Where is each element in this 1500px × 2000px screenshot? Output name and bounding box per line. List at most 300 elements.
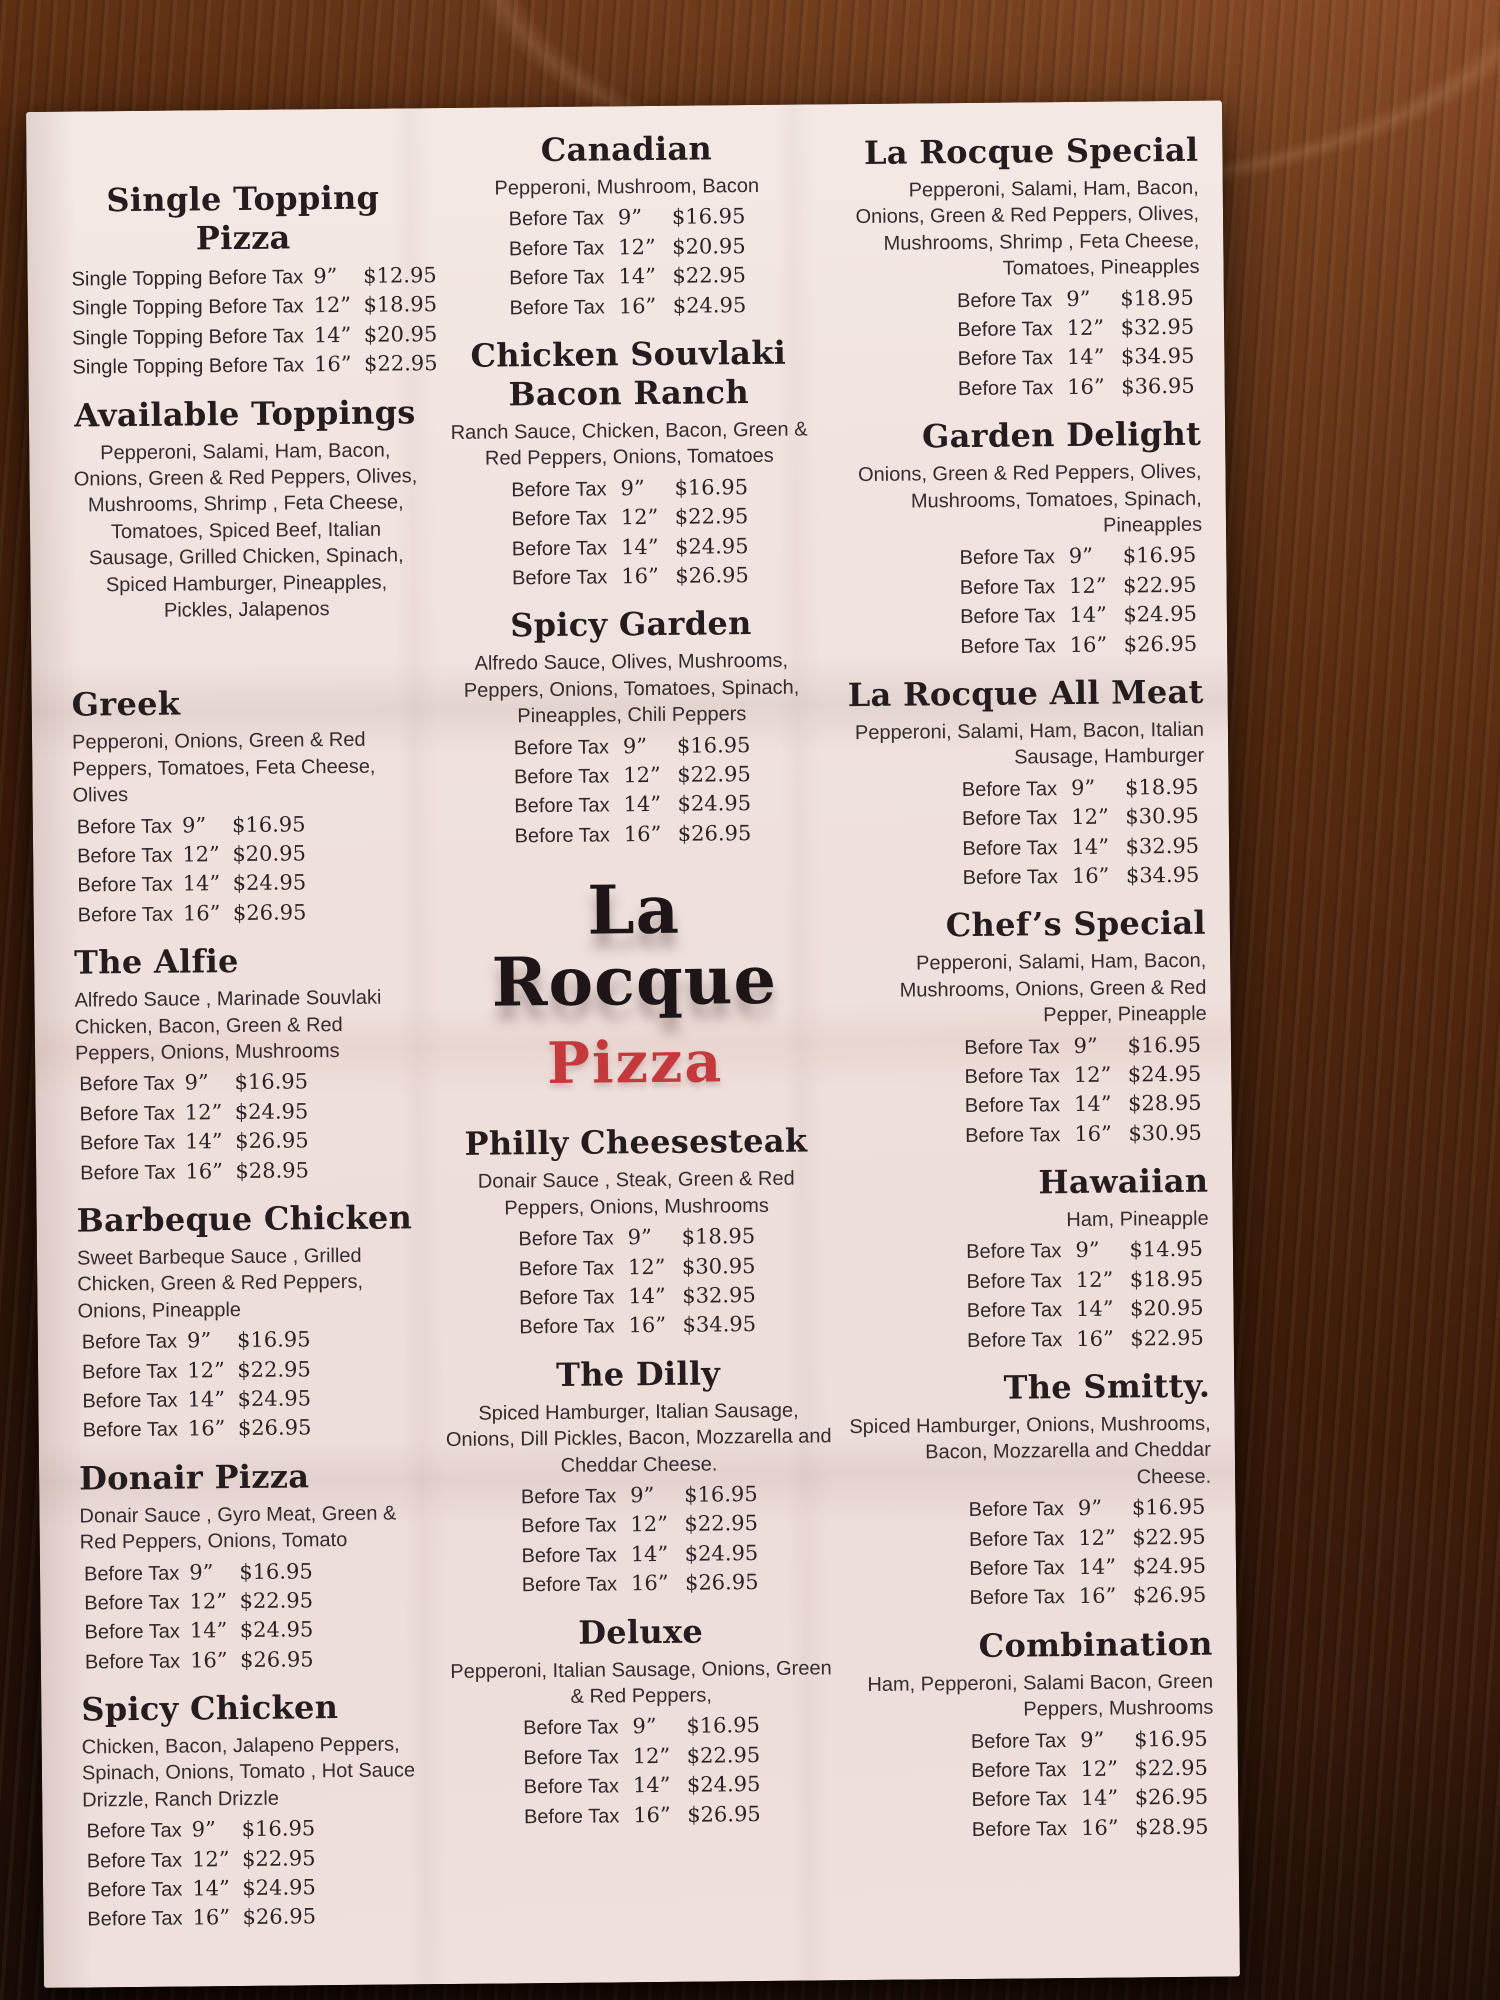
price-amount: $30.95 bbox=[1128, 1120, 1202, 1146]
price-amount: $36.95 bbox=[1121, 373, 1195, 399]
price-row bbox=[436, 730, 828, 763]
price-amount: $22.95 bbox=[1134, 1755, 1209, 1781]
price-size: 12” bbox=[1066, 315, 1105, 341]
price-label: Before Tax bbox=[966, 1240, 1062, 1264]
price-row bbox=[844, 1118, 1208, 1151]
price-amount: $16.95 bbox=[674, 474, 749, 500]
menu-section bbox=[81, 1687, 435, 1934]
price-row bbox=[78, 1324, 430, 1357]
price-row bbox=[80, 1614, 432, 1647]
price-size: 9” bbox=[630, 1483, 655, 1508]
price-row bbox=[431, 231, 823, 264]
price-row bbox=[78, 1354, 430, 1387]
price-size: 9” bbox=[620, 475, 645, 501]
price-label: Before Tax bbox=[509, 266, 605, 290]
price-size: 12” bbox=[632, 1743, 671, 1768]
section-title: La Rocque All Meat bbox=[847, 672, 1204, 715]
price-row bbox=[841, 861, 1205, 894]
section-description: Donair Sauce , Steak, Green & Red Peppers, Onions, Mushrooms bbox=[477, 1168, 795, 1220]
price-amount: $26.95 bbox=[232, 900, 307, 925]
menu-column-left bbox=[66, 132, 438, 1948]
price-label: Before Tax bbox=[80, 1161, 176, 1185]
price-size: 16” bbox=[1071, 863, 1110, 888]
price-size: 9” bbox=[632, 1714, 657, 1739]
price-row bbox=[845, 1265, 1209, 1298]
price-row bbox=[73, 809, 425, 842]
price-row bbox=[436, 759, 828, 792]
price-amount: $32.95 bbox=[1120, 314, 1195, 340]
price-size: 12” bbox=[182, 842, 220, 867]
price-amount: $18.95 bbox=[681, 1224, 756, 1249]
price-size: 12” bbox=[627, 1254, 666, 1279]
price-size: 16” bbox=[1076, 1326, 1114, 1351]
section-prices bbox=[78, 1324, 431, 1445]
menu-section bbox=[430, 128, 824, 323]
price-size: 12” bbox=[1078, 1525, 1116, 1550]
price-amount: $22.95 bbox=[686, 1742, 761, 1768]
price-amount: $26.95 bbox=[675, 563, 749, 588]
price-size: 9” bbox=[1066, 286, 1091, 311]
price-size: 12” bbox=[189, 1589, 228, 1614]
price-row bbox=[446, 1740, 838, 1773]
section-prices bbox=[836, 283, 1201, 404]
price-row bbox=[850, 1754, 1214, 1787]
menu-column-middle-bottom bbox=[440, 1122, 839, 1832]
price-row bbox=[850, 1783, 1214, 1816]
section-description: Alfredo Sauce, Olives, Mushrooms, Peppers, Onions, Tomatoes, Spinach, Pineapples, Chili Peppers bbox=[463, 650, 800, 728]
price-label: Before Tax bbox=[970, 1729, 1067, 1753]
price-amount: $26.95 bbox=[1123, 631, 1198, 657]
menu-column-middle bbox=[430, 128, 839, 1945]
price-label: Before Tax bbox=[518, 1227, 614, 1251]
price-size: 12” bbox=[1075, 1267, 1114, 1292]
section-title: Deluxe bbox=[578, 1612, 704, 1652]
price-size: 9” bbox=[1075, 1238, 1100, 1263]
price-amount: $26.95 bbox=[684, 1570, 759, 1595]
price-size: 9” bbox=[1080, 1727, 1105, 1752]
price-size: 12” bbox=[187, 1357, 225, 1383]
price-label: Before Tax bbox=[79, 1131, 176, 1155]
price-label: Before Tax bbox=[966, 1328, 1063, 1352]
price-size: 14” bbox=[1071, 834, 1110, 859]
section-title: Spicy Garden bbox=[510, 604, 752, 645]
price-amount: $20.95 bbox=[232, 841, 306, 867]
price-row bbox=[836, 283, 1200, 316]
price-size: 16” bbox=[1074, 1121, 1112, 1146]
price-amount: $32.95 bbox=[682, 1283, 756, 1308]
price-row bbox=[73, 838, 425, 871]
price-amount: $20.95 bbox=[672, 233, 746, 259]
menu-layout bbox=[26, 101, 1240, 1979]
section-description: Pepperoni, Salami, Ham, Bacon, Mushrooms, Onions, Green & Red Pepper, Pineapple bbox=[899, 950, 1207, 1027]
price-amount: $16.95 bbox=[686, 1713, 760, 1739]
section-title: La Rocque Special bbox=[863, 130, 1199, 172]
section-title: Greek bbox=[71, 684, 181, 724]
price-amount: $24.95 bbox=[674, 533, 749, 559]
price-row bbox=[850, 1812, 1214, 1845]
price-size: 12” bbox=[620, 505, 659, 530]
price-amount: $28.95 bbox=[1134, 1814, 1209, 1840]
price-amount: $34.95 bbox=[682, 1312, 757, 1338]
price-row bbox=[79, 1412, 431, 1445]
price-label: Before Tax bbox=[519, 1315, 615, 1339]
price-label: Before Tax bbox=[84, 1650, 181, 1674]
price-label: Before Tax bbox=[968, 1527, 1065, 1551]
menu-section bbox=[435, 604, 829, 852]
price-size: 14” bbox=[630, 1541, 669, 1567]
price-size: 12” bbox=[1080, 1756, 1119, 1781]
price-label: Before Tax bbox=[521, 1573, 618, 1597]
price-size: 9” bbox=[184, 1070, 209, 1095]
price-size: 14” bbox=[313, 322, 352, 348]
menu-paper bbox=[26, 101, 1240, 1988]
menu-section bbox=[74, 940, 428, 1187]
price-row bbox=[841, 802, 1205, 835]
menu-section bbox=[837, 415, 1203, 662]
menu-section bbox=[440, 1122, 834, 1343]
price-size: 9” bbox=[627, 1225, 652, 1250]
section-title: Chicken Souvlaki Bacon Ranch bbox=[470, 333, 787, 414]
section-description: Ranch Sauce, Chicken, Bacon, Green & Red Peppers, Onions, Tomatoes bbox=[450, 418, 808, 471]
price-amount: $24.95 bbox=[237, 1386, 312, 1411]
section-title: Single Topping Pizza bbox=[106, 178, 380, 258]
section-prices bbox=[434, 472, 827, 593]
price-label: Before Tax bbox=[79, 1072, 175, 1096]
price-amount: $34.95 bbox=[1125, 862, 1200, 888]
price-label: Before Tax bbox=[520, 1485, 617, 1509]
price-label: Single Topping Before Tax bbox=[72, 354, 305, 379]
section-description: Pepperoni, Mushroom, Bacon bbox=[494, 174, 760, 200]
price-amount: $24.95 bbox=[232, 870, 307, 896]
restaurant-name-pizza: Pizza bbox=[546, 1028, 724, 1097]
price-label: Before Tax bbox=[84, 1620, 180, 1644]
price-label: Before Tax bbox=[512, 566, 608, 590]
price-size: 16” bbox=[190, 1647, 228, 1673]
price-size: 14” bbox=[623, 792, 662, 817]
section-description: Pepperoni, Salami, Ham, Bacon, Italian Sausage, Hamburger bbox=[854, 718, 1205, 769]
price-row bbox=[444, 1538, 836, 1571]
price-amount: $22.95 bbox=[237, 1356, 311, 1382]
price-row bbox=[846, 1323, 1210, 1356]
section-prices bbox=[838, 541, 1203, 662]
price-amount: $26.95 bbox=[240, 1646, 314, 1672]
price-row bbox=[443, 1479, 835, 1512]
section-description: Onions, Green & Red Peppers, Olives, Mushrooms, Tomatoes, Spinach, Pineapples bbox=[857, 460, 1203, 537]
section-title: Garden Delight bbox=[921, 414, 1202, 456]
price-label: Before Tax bbox=[82, 1389, 178, 1413]
price-label: Before Tax bbox=[523, 1716, 619, 1740]
price-amount: $24.95 bbox=[242, 1875, 316, 1901]
price-row bbox=[850, 1724, 1214, 1757]
price-label: Before Tax bbox=[82, 1418, 179, 1442]
price-row bbox=[80, 1556, 432, 1589]
price-amount: $16.95 bbox=[231, 811, 306, 837]
price-size: 16” bbox=[1078, 1584, 1117, 1609]
price-row bbox=[76, 1125, 428, 1158]
price-label: Before Tax bbox=[513, 765, 610, 789]
price-amount: $16.95 bbox=[239, 1558, 313, 1584]
price-amount: $24.95 bbox=[1132, 1553, 1207, 1579]
price-amount: $18.95 bbox=[363, 292, 438, 318]
price-row bbox=[442, 1310, 834, 1343]
section-prices bbox=[840, 772, 1205, 893]
restaurant-logo bbox=[437, 869, 831, 1097]
price-amount: $16.95 bbox=[1127, 1032, 1202, 1057]
price-label: Before Tax bbox=[971, 1817, 1068, 1841]
price-label: Before Tax bbox=[76, 815, 173, 839]
price-row bbox=[81, 1644, 433, 1677]
price-size: 9” bbox=[189, 1559, 214, 1584]
section-description: Pepperoni, Salami, Ham, Bacon, Onions, Green & Red Peppers, Olives, Mushrooms, Shrimp , Feta Cheese, Tomatoes, Pineapples bbox=[855, 176, 1200, 280]
section-prices bbox=[441, 1222, 834, 1343]
menu-section bbox=[67, 178, 438, 382]
price-label: Before Tax bbox=[87, 1908, 183, 1931]
section-description: Pepperoni, Salami, Ham, Bacon, Onions, Green & Red Peppers, Olives, Mushrooms, Shrimp , Feta Cheese, Tomatoes, Spiced Beef, Italian Sausage, Grilled Chicken, Spinach, Spiced Hamburger, Pineapples, Pickles, Jalapenos bbox=[73, 439, 418, 622]
price-size: 16” bbox=[185, 1158, 224, 1184]
price-label: Before Tax bbox=[77, 903, 174, 927]
section-title: Spicy Chicken bbox=[81, 1688, 339, 1729]
price-size: 16” bbox=[1067, 374, 1105, 399]
price-row bbox=[68, 291, 438, 324]
section-description: Alfredo Sauce , Marinade Souvlaki Chicken, Bacon, Green & Red Peppers, Onions, Mushrooms bbox=[74, 986, 382, 1065]
price-size: 9” bbox=[1073, 1033, 1098, 1058]
price-size: 12” bbox=[184, 1099, 223, 1125]
price-label: Before Tax bbox=[511, 507, 607, 531]
price-row bbox=[444, 1567, 836, 1600]
menu-section bbox=[442, 1353, 836, 1601]
price-row bbox=[441, 1251, 833, 1284]
price-label: Before Tax bbox=[79, 1102, 175, 1126]
price-row bbox=[836, 313, 1200, 346]
price-size: 14” bbox=[185, 1129, 223, 1154]
section-description: Chicken, Bacon, Jalapeno Peppers, Spinach, Onions, Tomato , Hot Sauce Drizzle, Ranch Drizzle bbox=[81, 1733, 416, 1812]
price-row bbox=[83, 1902, 435, 1935]
price-label: Before Tax bbox=[511, 478, 607, 502]
section-description: Donair Sauce , Gyro Meat, Green & Red Peppers, Onions, Tomato bbox=[79, 1502, 397, 1554]
price-row bbox=[845, 1294, 1209, 1327]
section-title: The Dilly bbox=[555, 1354, 721, 1394]
price-label: Before Tax bbox=[518, 1257, 615, 1280]
price-amount: $24.95 bbox=[686, 1772, 761, 1797]
section-prices bbox=[436, 730, 829, 851]
price-label: Before Tax bbox=[523, 1746, 619, 1770]
price-size: 12” bbox=[191, 1846, 230, 1872]
price-size: 12” bbox=[630, 1512, 669, 1537]
price-size: 14” bbox=[192, 1876, 230, 1901]
price-row bbox=[847, 1493, 1211, 1526]
price-size: 14” bbox=[628, 1283, 666, 1309]
section-description: Spiced Hamburger, Italian Sausage, Onions, Dill Pickles, Bacon, Mozzarella and Cheddar Cheese. bbox=[445, 1399, 832, 1477]
price-row bbox=[437, 818, 829, 851]
price-size: 16” bbox=[182, 900, 221, 926]
price-label: Before Tax bbox=[521, 1544, 617, 1568]
price-label: Before Tax bbox=[84, 1591, 180, 1615]
price-row bbox=[843, 1089, 1207, 1122]
section-prices bbox=[845, 1235, 1210, 1356]
price-label: Single Topping Before Tax bbox=[71, 266, 304, 291]
section-prices bbox=[843, 1030, 1208, 1151]
price-row bbox=[845, 1235, 1209, 1268]
price-label: Before Tax bbox=[969, 1557, 1065, 1581]
price-label: Before Tax bbox=[961, 777, 1058, 801]
price-label: Before Tax bbox=[968, 1498, 1065, 1522]
price-amount: $22.95 bbox=[241, 1845, 316, 1871]
price-size: 12” bbox=[1068, 573, 1107, 598]
price-row bbox=[443, 1509, 835, 1542]
price-amount: $16.95 bbox=[1134, 1726, 1208, 1752]
price-label: Before Tax bbox=[966, 1269, 1062, 1293]
price-row bbox=[83, 1843, 435, 1876]
section-prices bbox=[431, 202, 824, 323]
price-amount: $24.95 bbox=[672, 292, 747, 318]
price-size: 14” bbox=[632, 1773, 671, 1798]
price-size: 16” bbox=[630, 1571, 669, 1596]
menu-section bbox=[834, 131, 1201, 405]
section-title: Donair Pizza bbox=[78, 1457, 310, 1498]
price-size: 16” bbox=[187, 1416, 226, 1441]
menu-section bbox=[844, 1162, 1210, 1356]
price-amount: $26.95 bbox=[242, 1904, 317, 1930]
price-amount: $16.95 bbox=[676, 732, 751, 758]
price-row bbox=[74, 897, 426, 930]
price-label: Before Tax bbox=[960, 605, 1056, 629]
section-prices bbox=[847, 1493, 1212, 1614]
price-amount: $16.95 bbox=[236, 1327, 311, 1353]
price-label: Before Tax bbox=[81, 1360, 178, 1384]
price-label: Before Tax bbox=[959, 546, 1055, 570]
price-amount: $24.95 bbox=[1127, 1061, 1202, 1087]
price-label: Before Tax bbox=[971, 1788, 1067, 1812]
price-row bbox=[840, 772, 1204, 805]
price-label: Before Tax bbox=[523, 1804, 620, 1828]
price-label: Before Tax bbox=[83, 1562, 180, 1586]
price-size: 9” bbox=[313, 264, 338, 289]
menu-section bbox=[839, 673, 1205, 894]
price-row bbox=[441, 1280, 833, 1313]
price-label: Before Tax bbox=[964, 1035, 1060, 1059]
price-amount: $22.95 bbox=[363, 351, 438, 377]
price-label: Before Tax bbox=[957, 288, 1053, 312]
price-size: 16” bbox=[628, 1313, 667, 1338]
menu-section bbox=[69, 393, 423, 628]
price-amount: $32.95 bbox=[1125, 833, 1200, 858]
price-label: Single Topping Before Tax bbox=[71, 295, 304, 321]
price-label: Before Tax bbox=[508, 207, 605, 231]
price-row bbox=[836, 342, 1200, 375]
price-row bbox=[80, 1585, 432, 1618]
price-row bbox=[837, 372, 1201, 405]
price-size: 16” bbox=[623, 821, 662, 847]
price-label: Before Tax bbox=[957, 376, 1054, 400]
section-description: Pepperoni, Italian Sausage, Onions, Green & Red Peppers, bbox=[450, 1656, 832, 1708]
price-amount: $24.95 bbox=[1123, 601, 1197, 627]
price-amount: $26.95 bbox=[1134, 1785, 1209, 1810]
menu-column-right bbox=[834, 125, 1215, 1941]
menu-section bbox=[79, 1456, 433, 1677]
section-description: Pepperoni, Onions, Green & Red Peppers, Tomatoes, Feta Cheese, Olives bbox=[71, 729, 376, 807]
price-amount: $20.95 bbox=[363, 321, 438, 347]
section-description: Ham, Pepperoni, Salami Bacon, Green Peppers, Mushrooms bbox=[867, 1670, 1214, 1721]
section-prices bbox=[80, 1556, 433, 1677]
section-prices bbox=[850, 1724, 1215, 1845]
section-prices bbox=[73, 809, 426, 930]
price-row bbox=[848, 1581, 1212, 1614]
price-size: 16” bbox=[621, 563, 659, 589]
price-amount: $26.95 bbox=[1132, 1583, 1207, 1608]
price-label: Before Tax bbox=[81, 1330, 178, 1354]
menu-section bbox=[72, 683, 426, 930]
price-size: 9” bbox=[1077, 1495, 1103, 1521]
price-row bbox=[431, 261, 823, 294]
price-size: 14” bbox=[182, 871, 221, 896]
price-amount: $22.95 bbox=[674, 504, 749, 530]
price-row bbox=[75, 1096, 427, 1129]
price-amount: $16.95 bbox=[1131, 1494, 1206, 1520]
price-size: 16” bbox=[633, 1802, 671, 1827]
price-label: Single Topping Before Tax bbox=[72, 325, 304, 350]
price-row bbox=[434, 472, 826, 505]
section-prices bbox=[82, 1813, 435, 1934]
price-row bbox=[841, 831, 1205, 864]
section-title: The Smitty. bbox=[1003, 1366, 1211, 1407]
price-amount: $14.95 bbox=[1129, 1237, 1204, 1262]
price-amount: $26.95 bbox=[237, 1415, 312, 1441]
menu-section bbox=[842, 904, 1208, 1151]
price-amount: $22.95 bbox=[1132, 1524, 1206, 1550]
price-amount: $20.95 bbox=[1129, 1296, 1204, 1321]
price-row bbox=[432, 290, 824, 323]
price-size: 12” bbox=[1071, 804, 1109, 830]
price-row bbox=[843, 1030, 1207, 1063]
price-size: 14” bbox=[1073, 1091, 1112, 1117]
price-amount: $34.95 bbox=[1120, 344, 1195, 369]
price-amount: $18.95 bbox=[1129, 1266, 1204, 1292]
section-prices bbox=[71, 625, 423, 628]
price-size: 14” bbox=[1078, 1554, 1117, 1579]
section-title: Barbeque Chicken bbox=[76, 1198, 413, 1240]
menu-section bbox=[849, 1624, 1215, 1845]
price-row bbox=[67, 261, 437, 294]
price-label: Before Tax bbox=[961, 807, 1058, 831]
price-row bbox=[68, 349, 438, 382]
price-size: 14” bbox=[618, 264, 657, 289]
price-size: 14” bbox=[1075, 1296, 1114, 1322]
price-amount: $24.95 bbox=[239, 1617, 314, 1643]
price-amount: $28.95 bbox=[1127, 1091, 1202, 1116]
price-label: Before Tax bbox=[523, 1775, 620, 1799]
price-amount: $22.95 bbox=[684, 1511, 759, 1537]
section-title: The Alfie bbox=[73, 942, 239, 982]
price-size: 9” bbox=[181, 812, 207, 838]
price-label: Before Tax bbox=[77, 874, 173, 897]
price-label: Before Tax bbox=[86, 1878, 183, 1902]
price-label: Before Tax bbox=[957, 347, 1054, 371]
price-size: 16” bbox=[313, 352, 352, 377]
section-title: Combination bbox=[978, 1624, 1213, 1665]
price-size: 14” bbox=[1080, 1786, 1119, 1811]
menu-section bbox=[432, 333, 826, 593]
price-label: Before Tax bbox=[513, 736, 610, 759]
price-row bbox=[446, 1799, 838, 1832]
menu-section bbox=[76, 1198, 430, 1445]
price-amount: $26.95 bbox=[677, 820, 752, 846]
price-row bbox=[78, 1383, 430, 1416]
menu-section bbox=[846, 1367, 1212, 1614]
price-amount: $22.95 bbox=[1130, 1325, 1204, 1351]
price-row bbox=[434, 531, 826, 564]
price-amount: $30.95 bbox=[681, 1253, 756, 1279]
price-size: 9” bbox=[186, 1328, 212, 1353]
